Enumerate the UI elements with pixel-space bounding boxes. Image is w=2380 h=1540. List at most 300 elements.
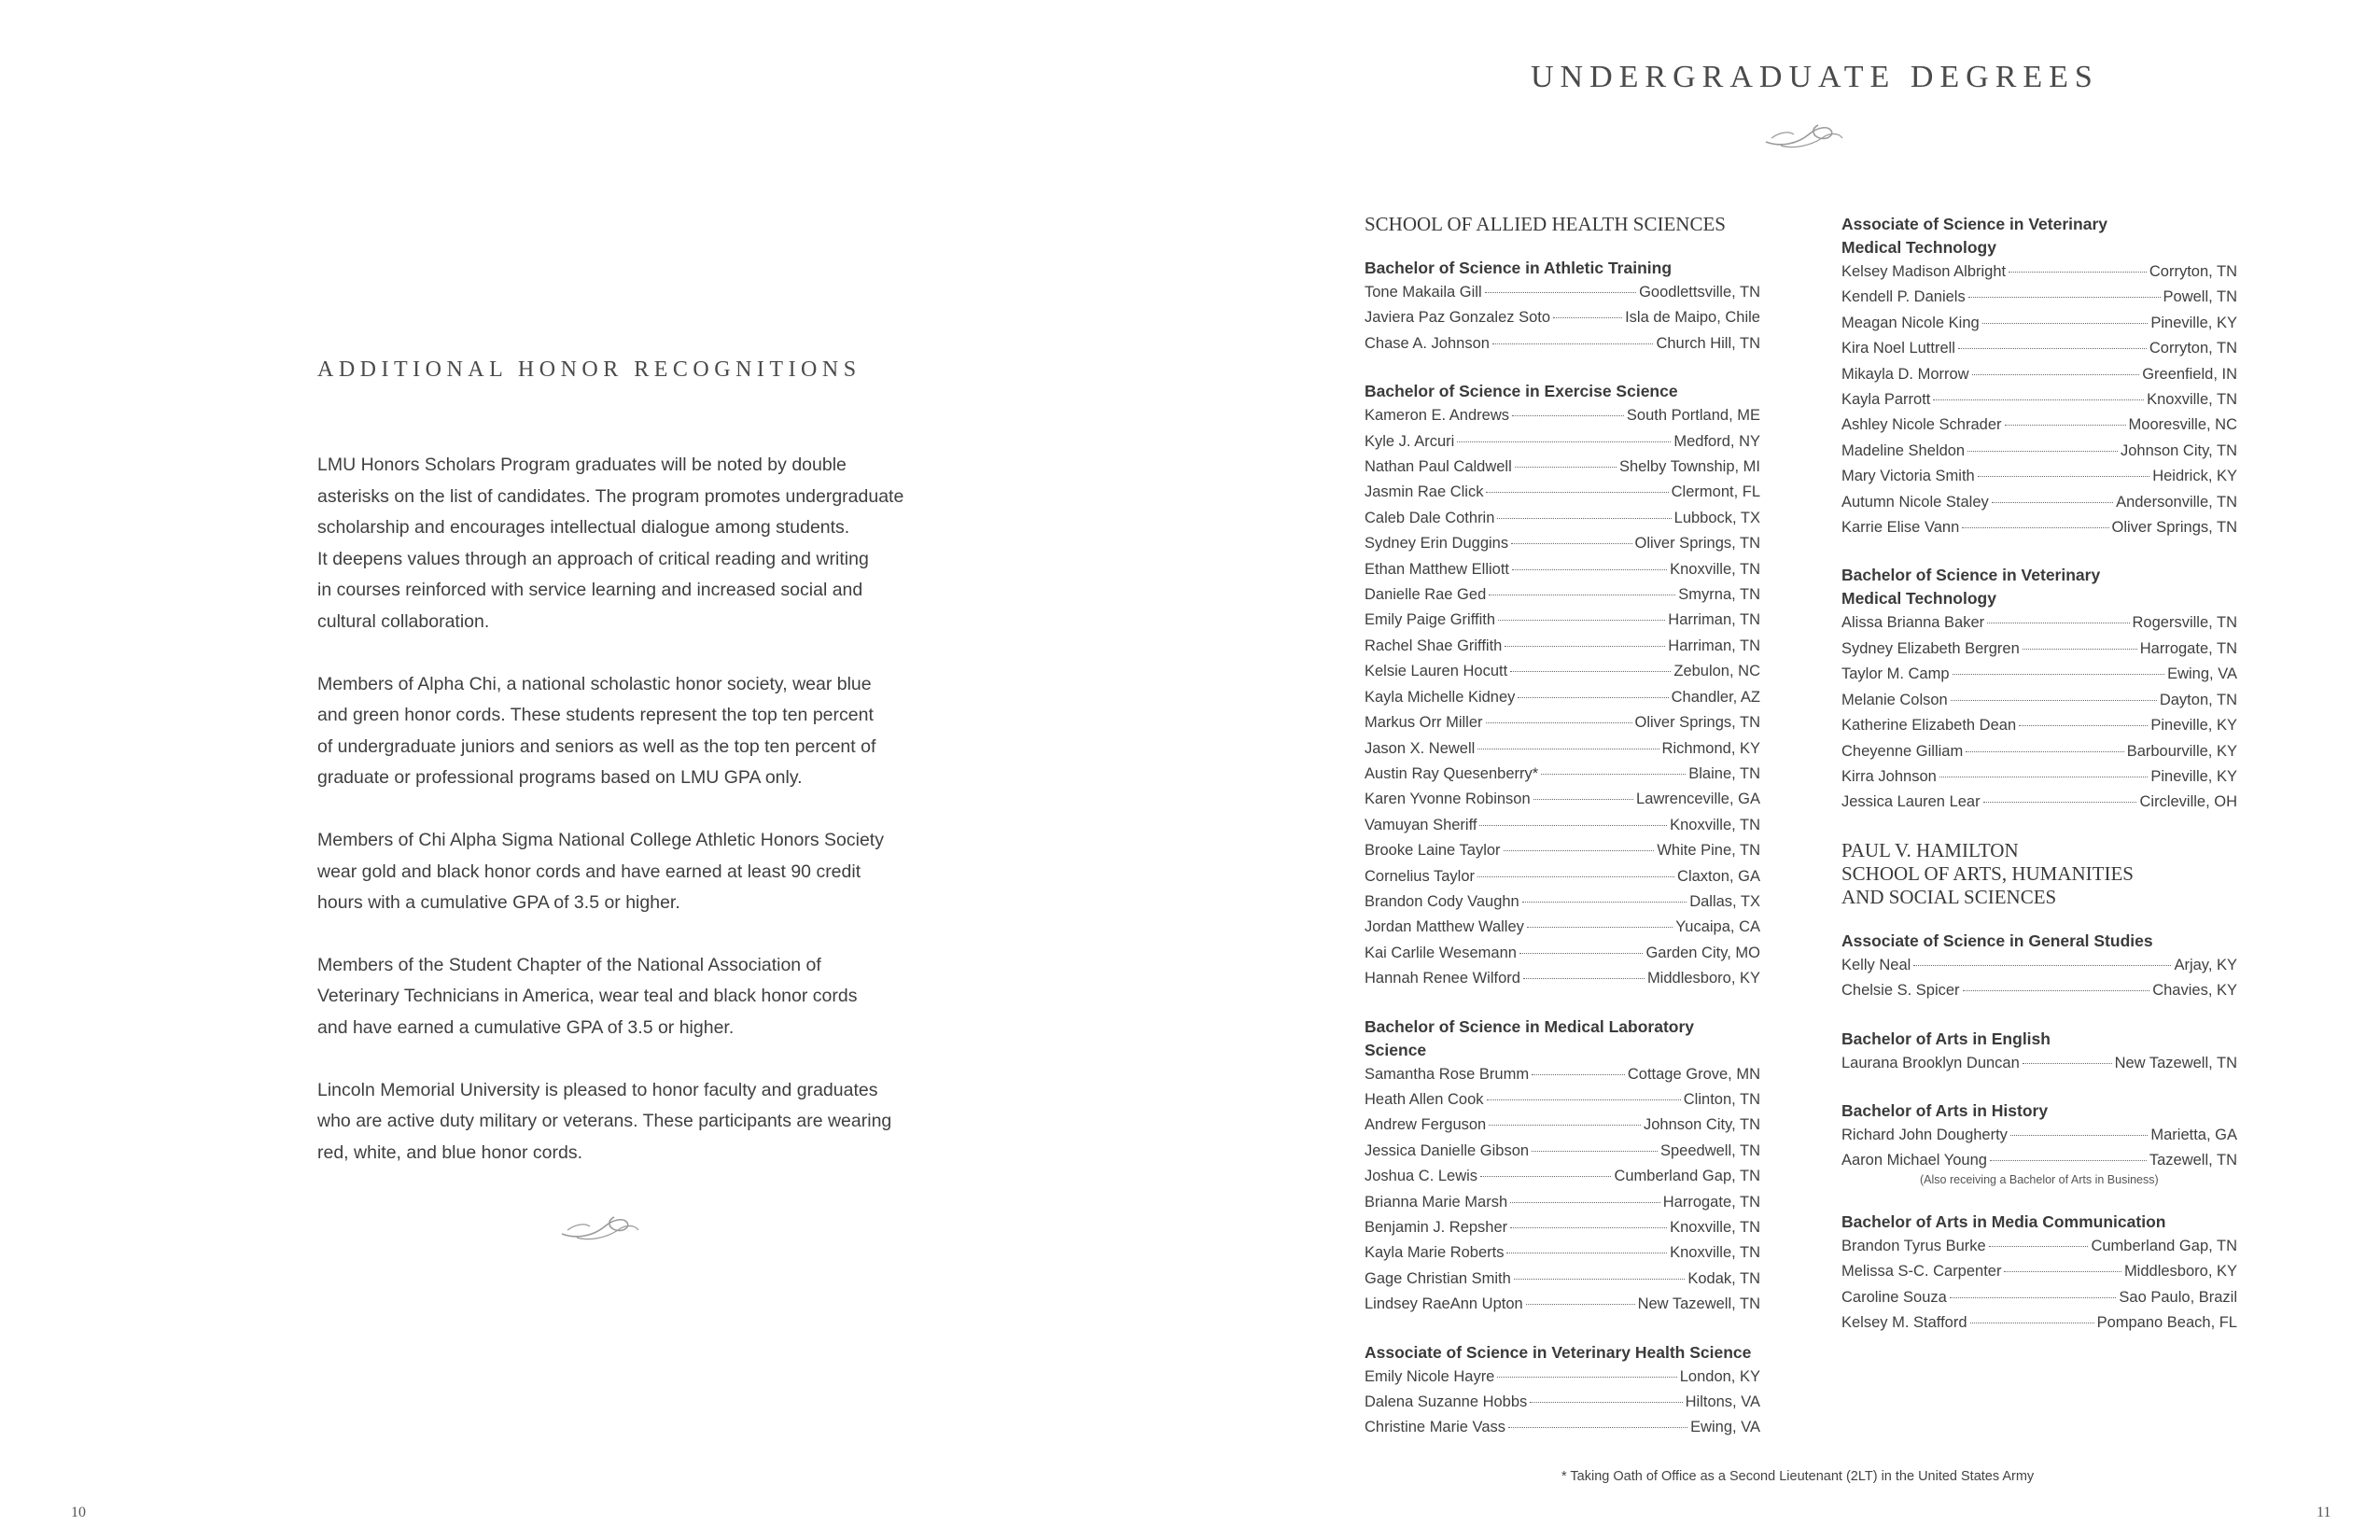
graduate-row bbox=[1365, 1292, 1760, 1317]
graduate-name: Austin Ray Quesenberry* bbox=[1365, 764, 1539, 782]
graduate-hometown: Chavies, KY bbox=[2152, 982, 2237, 1000]
dot-leader bbox=[1489, 1125, 1641, 1126]
honor-recognitions-text bbox=[317, 450, 915, 1199]
degree-heading bbox=[1365, 1341, 1760, 1365]
graduate-row bbox=[1365, 685, 1760, 710]
paragraph-line: wear gold and black honor cords and have earned at least 90 credit bbox=[317, 861, 861, 882]
graduate-hometown: Cumberland Gap, TN bbox=[1614, 1168, 1760, 1185]
graduate-name: Kira Noel Luttrell bbox=[1841, 340, 1955, 357]
graduate-hometown: Lubbock, TX bbox=[1673, 509, 1760, 526]
graduate-name: Andrew Ferguson bbox=[1365, 1116, 1487, 1134]
paragraph-line: and green honor cords. These students represent the top ten percent bbox=[317, 705, 874, 726]
graduate-name: Sydney Elizabeth Bergren bbox=[1841, 639, 2020, 657]
graduate-note: (Also receiving a Bachelor of Arts in Business) bbox=[1920, 1172, 2159, 1186]
graduate-hometown: Corryton, TN bbox=[2149, 340, 2237, 357]
dot-leader bbox=[1477, 876, 1674, 877]
graduate-name: Markus Orr Miller bbox=[1365, 714, 1483, 732]
graduate-hometown: Johnson City, TN bbox=[1643, 1116, 1760, 1134]
graduate-hometown: Heidrick, KY bbox=[2152, 468, 2237, 485]
paragraph bbox=[317, 825, 915, 919]
school-heading-line: SCHOOL OF ARTS, HUMANITIES bbox=[1841, 861, 2134, 885]
dot-leader bbox=[1497, 1377, 1676, 1378]
graduate-hometown: Hiltons, VA bbox=[1685, 1393, 1760, 1411]
degree-heading-line: Bachelor of Arts in English bbox=[1841, 1029, 2051, 1048]
dot-leader bbox=[2019, 725, 2148, 726]
graduate-row bbox=[1365, 787, 1760, 812]
graduate-hometown: Goodlettsville, TN bbox=[1639, 284, 1760, 301]
graduate-name: Karrie Elise Vann bbox=[1841, 519, 1960, 537]
graduate-name: Alissa Brianna Baker bbox=[1841, 614, 1985, 632]
graduate-name: Nathan Paul Caldwell bbox=[1365, 458, 1512, 476]
graduate-name: Lindsey RaeAnn Upton bbox=[1365, 1295, 1523, 1313]
paragraph-line: hours with a cumulative GPA of 3.5 or higher. bbox=[317, 892, 680, 914]
graduate-hometown: Rogersville, TN bbox=[2132, 614, 2237, 632]
graduate-row bbox=[1841, 637, 2237, 662]
graduate-hometown: Pineville, KY bbox=[2150, 767, 2237, 785]
dot-leader bbox=[1523, 978, 1645, 979]
dot-leader bbox=[2023, 649, 2137, 650]
graduate-hometown: Lawrenceville, GA bbox=[1636, 791, 1760, 808]
graduate-row bbox=[1365, 1365, 1760, 1390]
graduate-row bbox=[1841, 1123, 2237, 1148]
graduate-hometown: Circleville, OH bbox=[2139, 793, 2237, 811]
graduate-hometown: Pompano Beach, FL bbox=[2096, 1313, 2237, 1331]
graduate-name: Karen Yvonne Robinson bbox=[1365, 791, 1531, 808]
dot-leader bbox=[1990, 1160, 2147, 1161]
page-number-left: 10 bbox=[71, 1505, 86, 1520]
graduate-hometown: Knoxville, TN bbox=[1670, 1244, 1760, 1262]
graduate-row bbox=[1841, 1234, 2237, 1259]
graduate-hometown: Powell, TN bbox=[2163, 288, 2237, 306]
dot-leader bbox=[1913, 965, 2171, 966]
graduate-name: Jessica Lauren Lear bbox=[1841, 793, 1981, 811]
graduate-name: Brandon Tyrus Burke bbox=[1841, 1237, 1986, 1254]
dot-leader bbox=[1978, 476, 2149, 477]
degree-group bbox=[1365, 1341, 1760, 1441]
graduate-row bbox=[1841, 336, 2237, 361]
graduate-hometown: Ewing, VA bbox=[1690, 1419, 1760, 1436]
graduate-name: Jasmin Rae Click bbox=[1365, 483, 1484, 501]
graduate-row bbox=[1365, 305, 1760, 330]
graduate-name: Danielle Rae Ged bbox=[1365, 586, 1487, 604]
school-heading-line: PAUL V. HAMILTON bbox=[1841, 838, 2019, 861]
dot-leader bbox=[1512, 569, 1667, 570]
graduate-hometown: Marietta, GA bbox=[2150, 1126, 2237, 1143]
graduate-name: Kayla Marie Roberts bbox=[1365, 1244, 1505, 1262]
flourish-ornament-icon bbox=[558, 1211, 642, 1245]
graduate-row bbox=[1365, 634, 1760, 659]
dot-leader bbox=[1511, 543, 1631, 544]
graduate-name: Jason X. Newell bbox=[1365, 739, 1476, 757]
graduate-row bbox=[1365, 506, 1760, 531]
graduate-row bbox=[1365, 1240, 1760, 1266]
graduate-name: Madeline Sheldon bbox=[1841, 441, 1966, 459]
graduate-name: Emily Paige Griffith bbox=[1365, 611, 1495, 629]
dot-leader bbox=[1963, 990, 2150, 991]
graduate-hometown: Kodak, TN bbox=[1687, 1269, 1760, 1287]
dot-leader bbox=[1962, 527, 2108, 528]
dot-leader bbox=[1492, 343, 1654, 344]
graduate-name: Brandon Cody Vaughn bbox=[1365, 892, 1519, 910]
graduate-row bbox=[1841, 764, 2237, 790]
graduate-hometown: Mooresville, NC bbox=[2128, 416, 2237, 434]
graduate-hometown: Knoxville, TN bbox=[1670, 560, 1760, 578]
dot-leader bbox=[2010, 1135, 2148, 1136]
graduate-name: Kai Carlile Wesemann bbox=[1365, 944, 1517, 961]
paragraph-line: Veterinary Technicians in America, wear teal and black honor cords bbox=[317, 986, 858, 1007]
graduate-hometown: Pineville, KY bbox=[2150, 314, 2237, 331]
graduate-row bbox=[1365, 838, 1760, 863]
graduate-name: Dalena Suzanne Hobbs bbox=[1365, 1393, 1528, 1411]
dot-leader bbox=[1504, 850, 1655, 851]
graduate-hometown: Harriman, TN bbox=[1668, 637, 1760, 654]
graduate-name: Kayla Michelle Kidney bbox=[1365, 688, 1516, 706]
graduate-hometown: Johnson City, TN bbox=[2120, 441, 2237, 459]
graduate-name: Autumn Nicole Staley bbox=[1841, 493, 1989, 511]
dot-leader bbox=[1968, 297, 2161, 298]
degree-heading-line: Medical Technology bbox=[1841, 589, 1996, 609]
paragraph bbox=[317, 950, 915, 1044]
page-number-right: 11 bbox=[2317, 1505, 2331, 1520]
graduate-row bbox=[1365, 736, 1760, 762]
dot-leader bbox=[1526, 1304, 1635, 1305]
dot-leader bbox=[1530, 1402, 1682, 1403]
degree-column-left bbox=[1365, 213, 1760, 1464]
paragraph-line: in courses reinforced with service learning and increased social and bbox=[317, 580, 863, 601]
graduate-hometown: Chandler, AZ bbox=[1671, 688, 1760, 706]
graduate-name: Kelsie Lauren Hocutt bbox=[1365, 663, 1508, 680]
graduate-row bbox=[1365, 915, 1760, 940]
dot-leader bbox=[1485, 292, 1636, 293]
graduate-name: Hannah Renee Wilford bbox=[1365, 970, 1520, 987]
graduate-row bbox=[1841, 713, 2237, 738]
dot-leader bbox=[1950, 1297, 2117, 1298]
graduate-hometown: Corryton, TN bbox=[2149, 263, 2237, 280]
graduate-name: Taylor M. Camp bbox=[1841, 665, 1950, 683]
graduate-hometown: Middlesboro, KY bbox=[2123, 1263, 2237, 1281]
paragraph-line: red, white, and blue honor cords. bbox=[317, 1141, 583, 1163]
degree-group bbox=[1841, 213, 2237, 540]
dot-leader bbox=[1982, 323, 2149, 324]
graduate-hometown: Zebulon, NC bbox=[1673, 663, 1760, 680]
graduate-hometown: Oliver Springs, TN bbox=[1634, 535, 1760, 553]
paragraph-line: Members of Chi Alpha Sigma National College Athletic Honors Society bbox=[317, 829, 884, 850]
degree-heading bbox=[1841, 1099, 2237, 1123]
degree-group bbox=[1841, 1099, 2237, 1187]
degree-group bbox=[1365, 380, 1760, 991]
paragraph-line: Lincoln Memorial University is pleased to honor faculty and graduates bbox=[317, 1079, 878, 1100]
graduate-name: Gage Christian Smith bbox=[1365, 1269, 1511, 1287]
dot-leader bbox=[2009, 272, 2147, 273]
graduate-row bbox=[1365, 480, 1760, 505]
degree-heading bbox=[1841, 564, 2237, 610]
degree-heading-line: Bachelor of Science in Athletic Training bbox=[1365, 259, 1673, 277]
dot-leader bbox=[1972, 374, 2140, 375]
graduate-name: Katherine Elizabeth Dean bbox=[1841, 717, 2017, 735]
degree-heading-line: Associate of Science in General Studies bbox=[1841, 931, 2153, 950]
paragraph-line: who are active duty military or veterans. These participants are wearing bbox=[317, 1111, 892, 1132]
graduate-row bbox=[1841, 1259, 2237, 1284]
graduate-name: Rachel Shae Griffith bbox=[1365, 637, 1503, 654]
graduate-name: Meagan Nicole King bbox=[1841, 314, 1980, 331]
dot-leader bbox=[2005, 425, 2126, 426]
dot-leader bbox=[1515, 467, 1617, 468]
graduate-name: Jordan Matthew Walley bbox=[1365, 918, 1524, 936]
graduate-name: Caroline Souza bbox=[1841, 1288, 1947, 1306]
graduate-hometown: Cottage Grove, MN bbox=[1627, 1065, 1760, 1083]
graduate-name: Kameron E. Andrews bbox=[1365, 407, 1509, 425]
graduate-name: Emily Nicole Hayre bbox=[1365, 1367, 1495, 1385]
paragraph-line: scholarship and encourages intellectual dialogue among students. bbox=[317, 517, 850, 539]
degree-group bbox=[1841, 1028, 2237, 1076]
dot-leader bbox=[1533, 799, 1633, 800]
graduate-name: Joshua C. Lewis bbox=[1365, 1168, 1478, 1185]
dot-leader bbox=[1933, 399, 2144, 400]
degree-heading-line: Bachelor of Science in Exercise Science bbox=[1365, 382, 1678, 401]
graduate-row bbox=[1841, 259, 2237, 285]
graduate-row bbox=[1365, 557, 1760, 582]
graduate-name: Benjamin J. Repsher bbox=[1365, 1219, 1508, 1236]
degree-heading-line: Associate of Science in Veterinary Health Science bbox=[1365, 1342, 1752, 1362]
graduate-name: Mary Victoria Smith bbox=[1841, 468, 1975, 485]
graduate-name: Heath Allen Cook bbox=[1365, 1090, 1484, 1108]
graduate-row bbox=[1841, 1285, 2237, 1310]
degree-heading-line: Bachelor of Science in Veterinary bbox=[1841, 566, 2101, 585]
graduate-row bbox=[1365, 608, 1760, 633]
graduate-hometown: Knoxville, TN bbox=[1670, 1219, 1760, 1236]
graduate-hometown: Smyrna, TN bbox=[1678, 586, 1760, 604]
graduate-row bbox=[1841, 688, 2237, 713]
graduate-name: Melissa S-C. Carpenter bbox=[1841, 1263, 2002, 1281]
graduate-name: Javiera Paz Gonzalez Soto bbox=[1365, 309, 1551, 327]
graduate-row bbox=[1365, 710, 1760, 735]
graduate-row bbox=[1841, 362, 2237, 387]
right-page-title: UNDERGRADUATE DEGREES bbox=[1531, 60, 2099, 94]
dot-leader bbox=[1512, 415, 1624, 416]
dot-leader bbox=[1967, 451, 2118, 452]
dot-leader bbox=[1519, 953, 1644, 954]
graduate-row bbox=[1841, 610, 2237, 636]
degree-heading bbox=[1365, 1015, 1760, 1062]
paragraph-line: graduate or professional programs based on LMU GPA only. bbox=[317, 767, 803, 789]
left-page-title: ADDITIONAL HONOR RECOGNITIONS bbox=[317, 357, 861, 382]
dot-leader bbox=[1527, 927, 1673, 928]
dot-leader bbox=[1951, 700, 2157, 701]
graduate-name: Kelly Neal bbox=[1841, 956, 1911, 973]
degree-group bbox=[1841, 1211, 2237, 1337]
graduate-name: Jessica Danielle Gibson bbox=[1365, 1141, 1530, 1159]
dot-leader bbox=[1486, 492, 1668, 493]
graduate-hometown: Yucaipa, CA bbox=[1675, 918, 1760, 936]
graduate-hometown: Ewing, VA bbox=[2167, 665, 2237, 683]
dot-leader bbox=[1983, 802, 2137, 803]
graduate-name: Ethan Matthew Elliott bbox=[1365, 560, 1509, 578]
graduate-name: Kelsey M. Stafford bbox=[1841, 1313, 1967, 1331]
dot-leader bbox=[1486, 722, 1632, 723]
degree-heading-line: Bachelor of Science in Medical Laboratory Science bbox=[1365, 1016, 1695, 1059]
graduate-row bbox=[1365, 1267, 1760, 1292]
graduate-hometown: London, KY bbox=[1679, 1367, 1760, 1385]
graduate-hometown: Richmond, KY bbox=[1661, 739, 1760, 757]
dot-leader bbox=[1958, 348, 2147, 349]
dot-leader bbox=[1514, 1279, 1686, 1280]
dot-leader bbox=[1479, 825, 1667, 826]
degree-heading-line: Medical Technology bbox=[1841, 238, 1996, 257]
graduate-row bbox=[1841, 739, 2237, 764]
graduate-row bbox=[1365, 762, 1760, 787]
graduate-name: Chase A. Johnson bbox=[1365, 334, 1490, 352]
graduate-hometown: Tazewell, TN bbox=[2149, 1152, 2237, 1169]
graduate-row bbox=[1365, 1415, 1760, 1440]
degree-column-right bbox=[1841, 213, 2237, 1359]
graduate-hometown: Harrogate, TN bbox=[2139, 639, 2237, 657]
degree-group bbox=[1365, 257, 1760, 357]
dot-leader bbox=[1508, 1427, 1687, 1428]
graduate-hometown: Church Hill, TN bbox=[1656, 334, 1760, 352]
paragraph-line: Members of Alpha Chi, a national scholastic honor society, wear blue bbox=[317, 673, 872, 694]
graduate-hometown: Middlesboro, KY bbox=[1646, 970, 1760, 987]
graduate-row bbox=[1841, 413, 2237, 438]
graduate-row bbox=[1365, 455, 1760, 480]
dot-leader bbox=[1532, 1151, 1658, 1152]
graduate-row bbox=[1365, 889, 1760, 915]
graduate-hometown: Dayton, TN bbox=[2159, 691, 2237, 708]
flourish-ornament-icon bbox=[1762, 119, 1846, 153]
dot-leader bbox=[1510, 1227, 1667, 1228]
dot-leader bbox=[1532, 1074, 1625, 1075]
graduate-hometown: Speedwell, TN bbox=[1659, 1141, 1760, 1159]
degree-heading-line: Associate of Science in Veterinary bbox=[1841, 215, 2107, 233]
dot-leader bbox=[1522, 902, 1687, 903]
degree-heading-line: Bachelor of Arts in Media Communication bbox=[1841, 1211, 2166, 1231]
paragraph-line: cultural collaboration. bbox=[317, 610, 490, 632]
graduate-row bbox=[1365, 1113, 1760, 1138]
school-heading bbox=[1365, 213, 1760, 236]
graduate-name: Chelsie S. Spicer bbox=[1841, 982, 1960, 1000]
graduate-hometown: Sao Paulo, Brazil bbox=[2119, 1288, 2237, 1306]
graduate-hometown: Barbourville, KY bbox=[2126, 742, 2237, 760]
graduate-row bbox=[1365, 1164, 1760, 1189]
graduate-row bbox=[1365, 331, 1760, 357]
graduate-hometown: Oliver Springs, TN bbox=[2111, 519, 2237, 537]
paragraph-line: and have earned a cumulative GPA of 3.5 or higher. bbox=[317, 1016, 735, 1038]
graduate-row bbox=[1841, 953, 2237, 978]
degree-group bbox=[1841, 564, 2237, 815]
graduate-hometown: Blaine, TN bbox=[1688, 764, 1760, 782]
graduate-name: Samantha Rose Brumm bbox=[1365, 1065, 1530, 1083]
graduate-row bbox=[1365, 1139, 1760, 1164]
graduate-row bbox=[1841, 515, 2237, 540]
graduate-row bbox=[1841, 790, 2237, 815]
graduate-hometown: Knoxville, TN bbox=[1670, 816, 1760, 833]
graduate-hometown: Harrogate, TN bbox=[1662, 1193, 1760, 1211]
graduate-row bbox=[1841, 1148, 2237, 1173]
graduate-hometown: Pineville, KY bbox=[2150, 717, 2237, 735]
graduate-hometown: Harriman, TN bbox=[1668, 611, 1760, 629]
school-heading bbox=[1841, 839, 2237, 909]
graduate-hometown: Greenfield, IN bbox=[2142, 365, 2237, 383]
school-heading-line: AND SOCIAL SCIENCES bbox=[1841, 885, 2057, 908]
dot-leader bbox=[1510, 1202, 1660, 1203]
graduate-row bbox=[1841, 285, 2237, 310]
graduate-hometown: Cumberland Gap, TN bbox=[2091, 1237, 2237, 1254]
graduate-name: Caleb Dale Cothrin bbox=[1365, 509, 1495, 526]
paragraph bbox=[317, 669, 915, 794]
graduate-hometown: Isla de Maipo, Chile bbox=[1625, 309, 1760, 327]
dot-leader bbox=[1497, 518, 1671, 519]
graduate-row bbox=[1365, 1062, 1760, 1087]
dot-leader bbox=[1553, 317, 1622, 318]
graduate-name: Kelsey Madison Albright bbox=[1841, 263, 2007, 280]
graduate-name: Ashley Nicole Schrader bbox=[1841, 416, 2002, 434]
dot-leader bbox=[1510, 671, 1671, 672]
graduate-hometown: New Tazewell, TN bbox=[1637, 1295, 1760, 1313]
paragraph bbox=[317, 450, 915, 638]
school-heading-line: SCHOOL OF ALLIED HEALTH SCIENCES bbox=[1365, 213, 1726, 235]
graduate-row bbox=[1841, 978, 2237, 1003]
dot-leader bbox=[1457, 441, 1671, 442]
degree-group bbox=[1841, 930, 2237, 1004]
dot-leader bbox=[1498, 620, 1665, 621]
graduate-name: Christine Marie Vass bbox=[1365, 1419, 1505, 1436]
graduate-row bbox=[1841, 464, 2237, 489]
graduate-row bbox=[1841, 311, 2237, 336]
graduate-name: Mikayla D. Morrow bbox=[1841, 365, 1969, 383]
graduate-row bbox=[1841, 1051, 2237, 1076]
degree-heading bbox=[1365, 380, 1760, 403]
graduate-hometown: White Pine, TN bbox=[1657, 842, 1760, 860]
graduate-name: Cheyenne Gilliam bbox=[1841, 742, 1964, 760]
paragraph-line: Members of the Student Chapter of the National Association of bbox=[317, 954, 821, 975]
degree-heading bbox=[1365, 257, 1760, 280]
paragraph-line: of undergraduate juniors and seniors as well as the top ten percent of bbox=[317, 735, 876, 757]
graduate-name: Aaron Michael Young bbox=[1841, 1152, 1987, 1169]
dot-leader bbox=[2023, 1063, 2112, 1064]
graduate-row bbox=[1365, 1215, 1760, 1240]
graduate-name: Tone Makaila Gill bbox=[1365, 284, 1482, 301]
graduate-hometown: Shelby Township, MI bbox=[1618, 458, 1760, 476]
graduate-row bbox=[1365, 1190, 1760, 1215]
graduate-hometown: South Portland, ME bbox=[1626, 407, 1760, 425]
graduate-hometown: Arjay, KY bbox=[2174, 956, 2237, 973]
graduate-row bbox=[1841, 662, 2237, 687]
footnote: * Taking Oath of Office as a Second Lieutenant (2LT) in the United States Army bbox=[1561, 1469, 2035, 1484]
dot-leader bbox=[1989, 1246, 2089, 1247]
graduate-row bbox=[1365, 429, 1760, 455]
graduate-hometown: Oliver Springs, TN bbox=[1634, 714, 1760, 732]
graduate-hometown: Garden City, MO bbox=[1645, 944, 1760, 961]
dot-leader bbox=[1541, 774, 1686, 775]
graduate-hometown: Medford, NY bbox=[1673, 432, 1760, 450]
graduate-row bbox=[1365, 966, 1760, 991]
graduate-row bbox=[1841, 1310, 2237, 1336]
dot-leader bbox=[1953, 674, 2165, 675]
degree-heading bbox=[1841, 213, 2237, 259]
graduate-row bbox=[1365, 659, 1760, 684]
graduate-name: Melanie Colson bbox=[1841, 691, 1948, 708]
dot-leader bbox=[2004, 1271, 2121, 1272]
graduate-row bbox=[1365, 280, 1760, 305]
paragraph bbox=[317, 1075, 915, 1169]
graduate-name: Vamuyan Sheriff bbox=[1365, 816, 1477, 833]
dot-leader bbox=[1480, 1176, 1611, 1177]
graduate-row bbox=[1365, 813, 1760, 838]
degree-heading bbox=[1841, 930, 2237, 953]
graduate-hometown: Dallas, TX bbox=[1689, 892, 1760, 910]
dot-leader bbox=[1518, 697, 1668, 698]
graduate-hometown: Knoxville, TN bbox=[2147, 391, 2237, 409]
degree-heading-line: Bachelor of Arts in History bbox=[1841, 1100, 2049, 1120]
